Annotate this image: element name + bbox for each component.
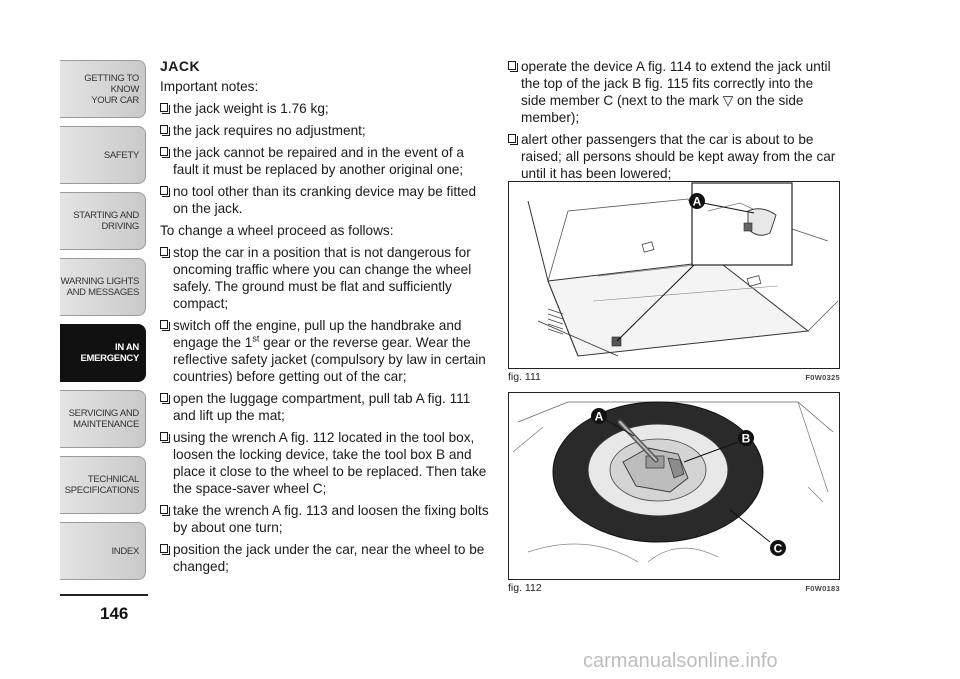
checkbox-bullet-icon: [160, 247, 168, 256]
figure-code: F0W0183: [805, 584, 840, 593]
figure-caption: fig. 112: [508, 582, 542, 594]
checkbox-bullet-icon: [508, 134, 516, 143]
checkbox-bullet-icon: [160, 432, 168, 441]
checkbox-bullet-icon: [160, 393, 168, 402]
note-item: no tool other than its cranking device may be fitted on the jack.: [160, 183, 490, 217]
figure-caption-row: [508, 371, 840, 383]
luggage-compartment-illustration: [508, 181, 840, 369]
change-intro: To change a wheel proceed as follows:: [160, 223, 394, 238]
tab-servicing-and-maintenance[interactable]: SERVICING AND MAINTENANCE: [60, 390, 146, 448]
step-item: alert other passengers that the car is about to be raised; all persons should be kept away from the car until it has been lowered;: [508, 131, 840, 182]
tab-safety[interactable]: SAFETY: [60, 126, 146, 184]
chapter-tabs: [60, 60, 148, 588]
step-item: open the luggage compartment, pull tab A fig. 111 and lift up the mat;: [160, 390, 490, 424]
label-b: B: [741, 431, 751, 446]
label-c: C: [773, 541, 783, 556]
figure-112: [508, 392, 840, 594]
tab-starting-and-driving[interactable]: STARTING AND DRIVING: [60, 192, 146, 250]
checkbox-bullet-icon: [160, 505, 168, 514]
page-number: 146: [100, 604, 129, 623]
checkbox-bullet-icon: [160, 147, 168, 156]
note-item: the jack cannot be repaired and in the event of a fault it must be replaced by another original one;: [160, 144, 490, 178]
figure-caption-row: [508, 582, 840, 594]
figure-caption: fig. 111: [508, 371, 541, 383]
step-item: take the wrench A fig. 113 and loosen the fixing bolts by about one turn;: [160, 502, 490, 536]
step-item: position the jack under the car, near the wheel to be changed;: [160, 541, 490, 575]
right-column: [508, 58, 840, 187]
figure-111: [508, 181, 840, 383]
tab-in-an-emergency[interactable]: IN AN EMERGENCY: [60, 324, 146, 382]
note-item: the jack requires no adjustment;: [160, 122, 490, 139]
label-a: A: [692, 194, 702, 209]
checkbox-bullet-icon: [508, 61, 516, 70]
tab-index[interactable]: INDEX: [60, 522, 146, 580]
checkbox-bullet-icon: [160, 320, 168, 329]
checkbox-bullet-icon: [160, 103, 168, 112]
spare-wheel-well-illustration: [508, 392, 840, 580]
mark-triangle-icon: ▽: [722, 93, 734, 108]
step-item: using the wrench A fig. 112 located in the tool box, loosen the locking device, take the tool box B and place it close to the wheel to be replaced. Then take the space-saver wheel C;: [160, 429, 490, 497]
tab-technical-specifications[interactable]: TECHNICAL SPECIFICATIONS: [60, 456, 146, 514]
section-heading: JACK: [160, 58, 201, 74]
note-item: the jack weight is 1.76 kg;: [160, 100, 490, 117]
checkbox-bullet-icon: [160, 186, 168, 195]
figure-code: F0W0325: [805, 373, 840, 382]
tab-warning-lights[interactable]: WARNING LIGHTS AND MESSAGES: [60, 258, 146, 316]
checkbox-bullet-icon: [160, 125, 168, 134]
notes-intro: Important notes:: [160, 79, 259, 94]
step-item: switch off the engine, pull up the handbrake and engage the 1st gear or the reverse gear. Wear the reflective safety jacket (compulsory by law in certain countries) before getting out of the car;: [160, 317, 490, 385]
step-item: operate the device A fig. 114 to extend the jack until the top of the jack B fig. 115 fits correctly into the side member C (next to the mark ▽ on the side member);: [508, 58, 840, 126]
checkbox-bullet-icon: [160, 544, 168, 553]
watermark: carmanualsonline.info: [583, 650, 778, 672]
tab-getting-to-know-your-car[interactable]: GETTING TO KNOW YOUR CAR: [60, 60, 146, 118]
page-number-rule: [60, 594, 148, 596]
step-item: stop the car in a position that is not dangerous for oncoming traffic where you can change the wheel safely. The ground must be flat and sufficiently compact;: [160, 244, 490, 312]
label-a: A: [594, 409, 604, 424]
left-column: [160, 58, 490, 580]
